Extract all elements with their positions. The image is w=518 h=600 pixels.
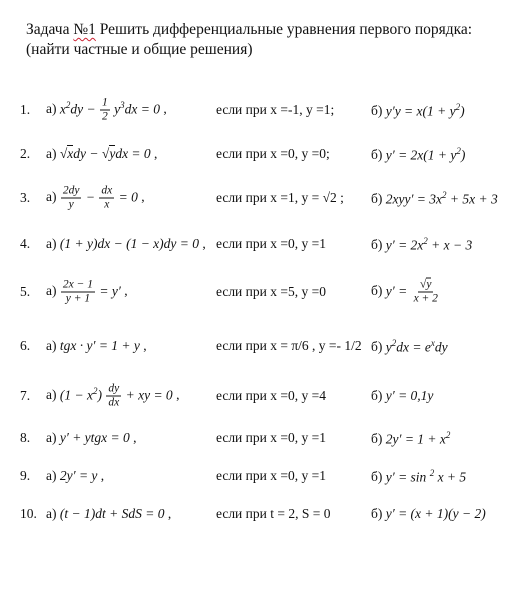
formula-b: $y^2dx = e^xdy$	[385, 337, 448, 354]
part-b-label: б)	[371, 506, 383, 521]
formula-a: y′ + ytgx = 0	[59, 430, 130, 445]
task-a-9: а) 2y′ = y ,	[46, 468, 105, 483]
task-row-1	[0, 92, 518, 128]
part-a-label: а)	[46, 236, 57, 251]
task-a-2: а) √xdy − √ydx = 0 ,	[46, 146, 158, 161]
initial-condition: если при х = π/6 , у =- 1/2	[216, 338, 362, 353]
task-b-3	[371, 189, 498, 207]
task-row-6	[0, 328, 518, 364]
part-a-label: а)	[46, 189, 57, 205]
part-b-label: б)	[371, 468, 383, 484]
formula-b: $y' = 2x^2 + x - 3$	[385, 235, 473, 252]
formula-b: $2xyy' = 3x^2 + 5x + 3$	[385, 189, 498, 206]
task-number: 1.	[20, 102, 31, 117]
task-b-1	[371, 101, 465, 119]
formula-b: y′ = (x + 1)(y − 2)	[385, 506, 486, 521]
task-row-9	[0, 458, 518, 494]
formula-a: √xdy − √ydx = 0	[59, 146, 151, 161]
initial-condition: если при х =-1, у =1;	[216, 102, 335, 117]
title-number: №1	[73, 21, 96, 38]
initial-condition: если при х =1, у = √2 ;	[216, 190, 344, 205]
task-number: 8.	[20, 430, 31, 445]
initial-condition: если при х =5, у =0	[216, 284, 326, 299]
formula-b: $y' = 2x(1 + y^2)$	[385, 145, 466, 162]
part-b-label: б)	[371, 146, 383, 162]
initial-condition: если при х =0, у =1	[216, 468, 326, 483]
task-a-1: а) $x^2dy$ − $\frac{1}{2}$ $y^3dx = 0$ ,	[46, 96, 167, 123]
task-number: 4.	[20, 236, 31, 251]
task-b-10	[371, 506, 486, 522]
part-b-label: б)	[371, 388, 383, 403]
part-b-label: б)	[371, 283, 383, 299]
task-title	[26, 20, 506, 60]
initial-condition: если при t = 2, S = 0	[216, 506, 331, 521]
formula-a: $(1 - x^2)$ $\frac{dy}{dx}$ + xy = 0	[59, 382, 173, 409]
task-number: 9.	[20, 468, 31, 483]
task-number: 10.	[20, 506, 37, 521]
part-b-label: б)	[371, 338, 383, 354]
formula-a: $x^2dy$ − $\frac{1}{2}$ $y^3dx = 0$	[59, 96, 160, 123]
initial-condition: если при х =0, у =1	[216, 236, 326, 251]
task-row-4	[0, 226, 518, 262]
part-a-label: а)	[46, 430, 57, 445]
part-a-label: а)	[46, 506, 57, 521]
task-a-5: а) $\frac{2x - 1}{y + 1}$ = y′ ,	[46, 278, 128, 305]
formula-b: y′ = sin $^2$ x + 5	[385, 467, 467, 484]
task-a-7: а) $(1 - x^2)$ $\frac{dy}{dx}$ + xy = 0 ,	[46, 382, 180, 409]
formula-b: $2y' = 1 + x^2$	[385, 429, 451, 446]
task-b-5	[371, 279, 441, 306]
task-number: 5.	[20, 284, 31, 299]
part-a-label: а)	[46, 387, 57, 403]
task-a-10: а) (t − 1)dt + SdS = 0 ,	[46, 506, 172, 521]
task-number: 7.	[20, 388, 31, 403]
task-a-8: а) y′ + ytgx = 0 ,	[46, 430, 137, 445]
formula-a: tgx · y′ = 1 + y	[59, 338, 140, 353]
task-b-6	[371, 337, 448, 355]
formula-b: y′ = $\frac{√y}{x + 2}$	[385, 278, 438, 305]
formula-a: $\frac{2x - 1}{y + 1}$ = y′	[62, 278, 121, 305]
formula-b: $y'y = x(1 + y^2)$	[385, 101, 465, 118]
part-b-label: б)	[371, 102, 383, 118]
task-b-8	[371, 429, 450, 447]
task-number: 6.	[20, 338, 31, 353]
part-a-label: а)	[46, 468, 57, 483]
part-a-label: а)	[46, 338, 57, 353]
part-b-label: б)	[371, 430, 383, 446]
formula-a: 2y′ = y	[59, 468, 98, 483]
part-a-label: а)	[46, 146, 57, 161]
task-row-3	[0, 180, 518, 216]
task-number: 2.	[20, 146, 31, 161]
formula-a: (1 + y)dx − (1 − x)dy = 0	[59, 236, 200, 251]
task-b-7	[371, 388, 433, 404]
task-a-6: а) tgx · y′ = 1 + y ,	[46, 338, 147, 353]
task-b-9	[371, 467, 466, 485]
initial-condition: если при х =0, у =4	[216, 388, 326, 403]
title-rest: Решить дифференциальные уравнения первого порядка: (найти частные и общие решения)	[26, 21, 473, 58]
task-row-5	[0, 274, 518, 310]
task-row-2	[0, 136, 518, 172]
task-b-2	[371, 145, 465, 163]
task-row-7	[0, 378, 518, 414]
formula-a: (t − 1)dt + SdS = 0	[59, 506, 165, 521]
task-a-4: а) (1 + y)dx − (1 − x)dy = 0 ,	[46, 236, 206, 251]
formula-a: $\frac{2dy}{y}$ − $\frac{dx}{x}$ = 0	[62, 184, 138, 211]
part-b-label: б)	[371, 236, 383, 252]
part-a-label: а)	[46, 283, 57, 299]
formula-b: y′ = 0,1y	[385, 388, 434, 403]
task-row-8	[0, 420, 518, 456]
part-a-label: а)	[46, 101, 57, 117]
task-b-4	[371, 235, 472, 253]
title-prefix: Задача	[26, 21, 74, 38]
initial-condition: если при х =0, у =0;	[216, 146, 330, 161]
task-row-10	[0, 496, 518, 532]
task-number: 3.	[20, 190, 31, 205]
part-b-label: б)	[371, 190, 383, 206]
task-a-3: а) $\frac{2dy}{y}$ − $\frac{dx}{x}$ = 0 ,	[46, 184, 145, 211]
initial-condition: если при х =0, у =1	[216, 430, 326, 445]
